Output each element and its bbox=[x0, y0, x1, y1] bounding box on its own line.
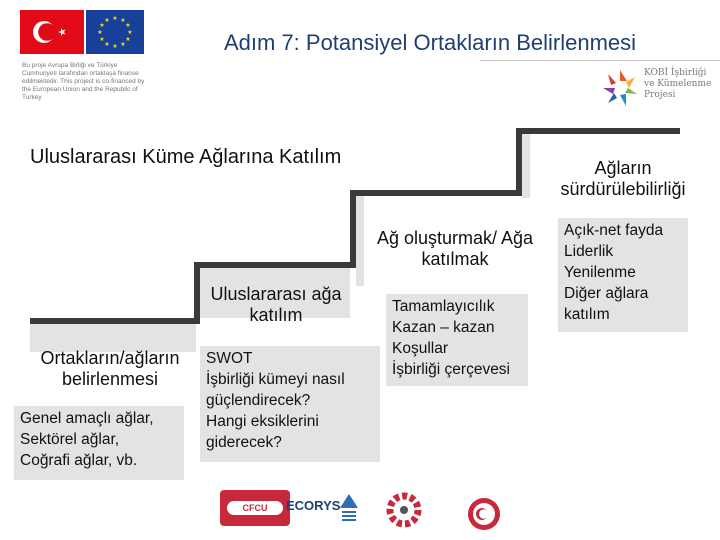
kobi-logo-text: KOBİ İşbirliği ve Kümelenme Projesi bbox=[644, 68, 712, 100]
step-1-label: Ortakların/ağların belirlenmesi bbox=[40, 348, 180, 389]
list-item: Açık-net fayda bbox=[564, 222, 664, 239]
title-divider bbox=[480, 60, 720, 61]
step-4-riser-fill bbox=[522, 134, 530, 198]
svg-text:★: ★ bbox=[99, 36, 105, 43]
svg-text:★: ★ bbox=[125, 36, 131, 43]
list-item: Yenilenme bbox=[564, 264, 636, 281]
list-item: Genel amaçlı ağlar, bbox=[20, 410, 154, 427]
ecorys-mark-icon bbox=[338, 492, 360, 529]
list-item: Kazan – kazan bbox=[392, 319, 495, 336]
svg-text:★: ★ bbox=[120, 17, 126, 24]
list-item: İşbirliği kümeyi nasıl bbox=[206, 371, 345, 388]
eu-flag bbox=[86, 10, 144, 54]
step-3-riser-fill bbox=[356, 196, 364, 286]
svg-text:★: ★ bbox=[112, 43, 118, 50]
svg-text:★: ★ bbox=[99, 22, 105, 29]
svg-text:★: ★ bbox=[125, 22, 131, 29]
svg-text:★: ★ bbox=[120, 41, 126, 48]
list-item: Koşullar bbox=[392, 340, 448, 357]
step-2-detail-box bbox=[200, 346, 380, 462]
ministry-seal-icon bbox=[466, 496, 502, 537]
list-item: Tamamlayıcılık bbox=[392, 298, 495, 315]
list-item: İşbirliği çerçevesi bbox=[392, 361, 511, 378]
svg-text:★: ★ bbox=[104, 17, 110, 24]
section-heading: Uluslararası Küme Ağlarına Katılım bbox=[30, 146, 342, 168]
list-item: Diğer ağlara bbox=[564, 285, 649, 302]
turkish-flag bbox=[20, 10, 84, 54]
svg-text:★: ★ bbox=[127, 29, 133, 36]
step-3-detail-box bbox=[386, 294, 528, 386]
list-item: Sektörel ağlar, bbox=[20, 431, 120, 448]
step-1-bar bbox=[30, 318, 200, 324]
cofinance-disclaimer: Bu proje Avrupa Birliği ve Türkiye Cumhuriyeti tarafından ortaklaşa finanse edilmektedir. This project is co-financed by the European Union and the Republic of Turkey bbox=[22, 62, 145, 101]
list-item: Hangi eksiklerini bbox=[206, 413, 319, 430]
step-3-riser bbox=[516, 128, 522, 196]
svg-text:★: ★ bbox=[112, 15, 118, 22]
step-3-label: Ağ oluşturmak/ Ağa katılmak bbox=[376, 228, 534, 269]
step-3-bar bbox=[350, 190, 522, 196]
step-2-riser bbox=[350, 190, 356, 268]
step-2-label: Uluslararası ağa katılım bbox=[210, 284, 342, 325]
cfcu-logo-text: CFCU bbox=[227, 501, 283, 515]
step-4-bar bbox=[516, 128, 680, 134]
step-4-detail-box bbox=[558, 218, 688, 332]
step-4-label: Ağların sürdürülebilirliği bbox=[560, 158, 686, 199]
svg-text:★: ★ bbox=[104, 41, 110, 48]
ecorys-logo-text: ECORYS bbox=[286, 498, 341, 513]
list-item: katılım bbox=[564, 306, 610, 323]
list-item: SWOT bbox=[206, 350, 253, 367]
list-item: Coğrafi ağlar, vb. bbox=[20, 452, 138, 469]
step-2-bar bbox=[194, 262, 356, 268]
list-item: Liderlik bbox=[564, 243, 614, 260]
page-title: Adım 7: Potansiyel Ortakların Belirlenmesi bbox=[223, 30, 637, 55]
list-item: giderecek? bbox=[206, 434, 282, 451]
gear-emblem-icon bbox=[380, 488, 428, 537]
list-item: güçlendirecek? bbox=[206, 392, 311, 409]
svg-text:★: ★ bbox=[97, 29, 103, 36]
cfcu-logo bbox=[220, 490, 290, 526]
step-1-detail-box bbox=[14, 406, 184, 480]
kobi-logo-icon bbox=[598, 66, 642, 115]
